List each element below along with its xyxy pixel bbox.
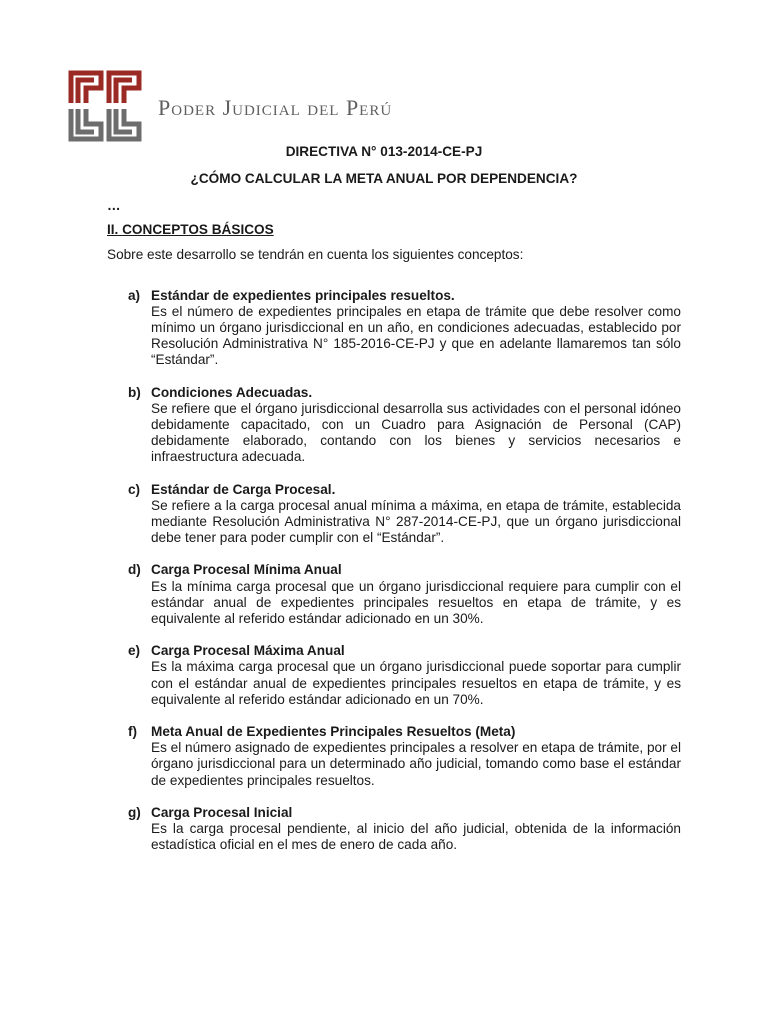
item-letter: b)	[128, 384, 141, 400]
item-heading: Carga Procesal Mínima Anual	[151, 562, 342, 578]
concept-item	[107, 724, 681, 789]
item-text: Es la carga procesal pendiente, al inicio del año judicial, obtenida de la información estadística oficial en el mes de enero de cada año.	[151, 821, 681, 853]
brand-name: Poder Judicial del Perú	[158, 94, 393, 120]
poder-judicial-logo-icon	[68, 70, 144, 142]
section-title: II. CONCEPTOS BÁSICOS	[107, 222, 274, 238]
concept-item	[107, 482, 681, 547]
document-header	[68, 70, 392, 142]
item-letter: c)	[128, 481, 141, 497]
item-text: Es el número asignado de expedientes principales a resolver en etapa de trámite, por el órgano jurisdiccional para un determinado año judicial, tomando como base el estándar de expedientes principales resueltos.	[151, 740, 681, 788]
concept-item	[107, 385, 681, 466]
item-letter: e)	[128, 643, 141, 659]
concept-item	[107, 562, 681, 627]
item-text: Se refiere que el órgano jurisdiccional desarrolla sus actividades con el personal idóneo debidamente capacitado, con un Cuadro para Asignación de Personal (CAP) debidamente elaborado, contando con los bienes y servicios necesarios e infraestructura adecuada.	[151, 400, 681, 465]
directive-number: DIRECTIVA N° 013-2014-CE-PJ	[285, 144, 483, 159]
item-letter: d)	[128, 562, 141, 578]
document-body	[107, 198, 681, 870]
item-text: Es la mínima carga procesal que un órgano jurisdiccional requiere para cumplir con el estándar anual de expedientes principales resueltos en etapa de trámite, y es equivalente al referido estándar adicionado en un 30%.	[151, 578, 681, 627]
item-heading: Estándar de Carga Procesal.	[151, 481, 336, 497]
item-heading: Carga Procesal Máxima Anual	[151, 643, 345, 659]
directive-subtitle: ¿CÓMO CALCULAR LA META ANUAL POR DEPENDENCIA?	[190, 171, 578, 186]
item-heading: Condiciones Adecuadas.	[151, 384, 313, 400]
concept-item	[107, 805, 681, 854]
item-heading: Estándar de expedientes principales resueltos.	[151, 287, 455, 303]
item-heading: Carga Procesal Inicial	[151, 804, 293, 820]
section-intro: Sobre este desarrollo se tendrán en cuenta los siguientes conceptos:	[107, 247, 524, 263]
item-letter: a)	[128, 287, 141, 303]
omission-ellipsis: …	[107, 198, 122, 213]
item-text: Es la máxima carga procesal que un órgano jurisdiccional puede soportar para cumplir con el estándar anual de expedientes principales resueltos en etapa de trámite, y es equivalente al referido estándar adicionado en un 70%.	[151, 659, 681, 707]
concept-item	[107, 643, 681, 708]
item-letter: g)	[128, 804, 141, 820]
item-text: Se refiere a la carga procesal anual mínima a máxima, en etapa de trámite, establecida mediante Resolución Administrativa N° 287-2014-CE-PJ, que un órgano jurisdiccional debe tener para poder cumplir con el “Estándar”.	[151, 497, 681, 546]
item-heading: Meta Anual de Expedientes Principales Resueltos (Meta)	[151, 724, 516, 740]
concept-item	[107, 288, 681, 369]
item-text: Es el número de expedientes principales en etapa de trámite que debe resolver como mínimo un órgano jurisdiccional en un año, en condiciones adecuadas, establecido por Resolución Administrativa N° 185-2016-CE-PJ y que en adelante llamaremos tan sólo “Estándar”.	[151, 303, 681, 368]
item-letter: f)	[128, 724, 138, 740]
